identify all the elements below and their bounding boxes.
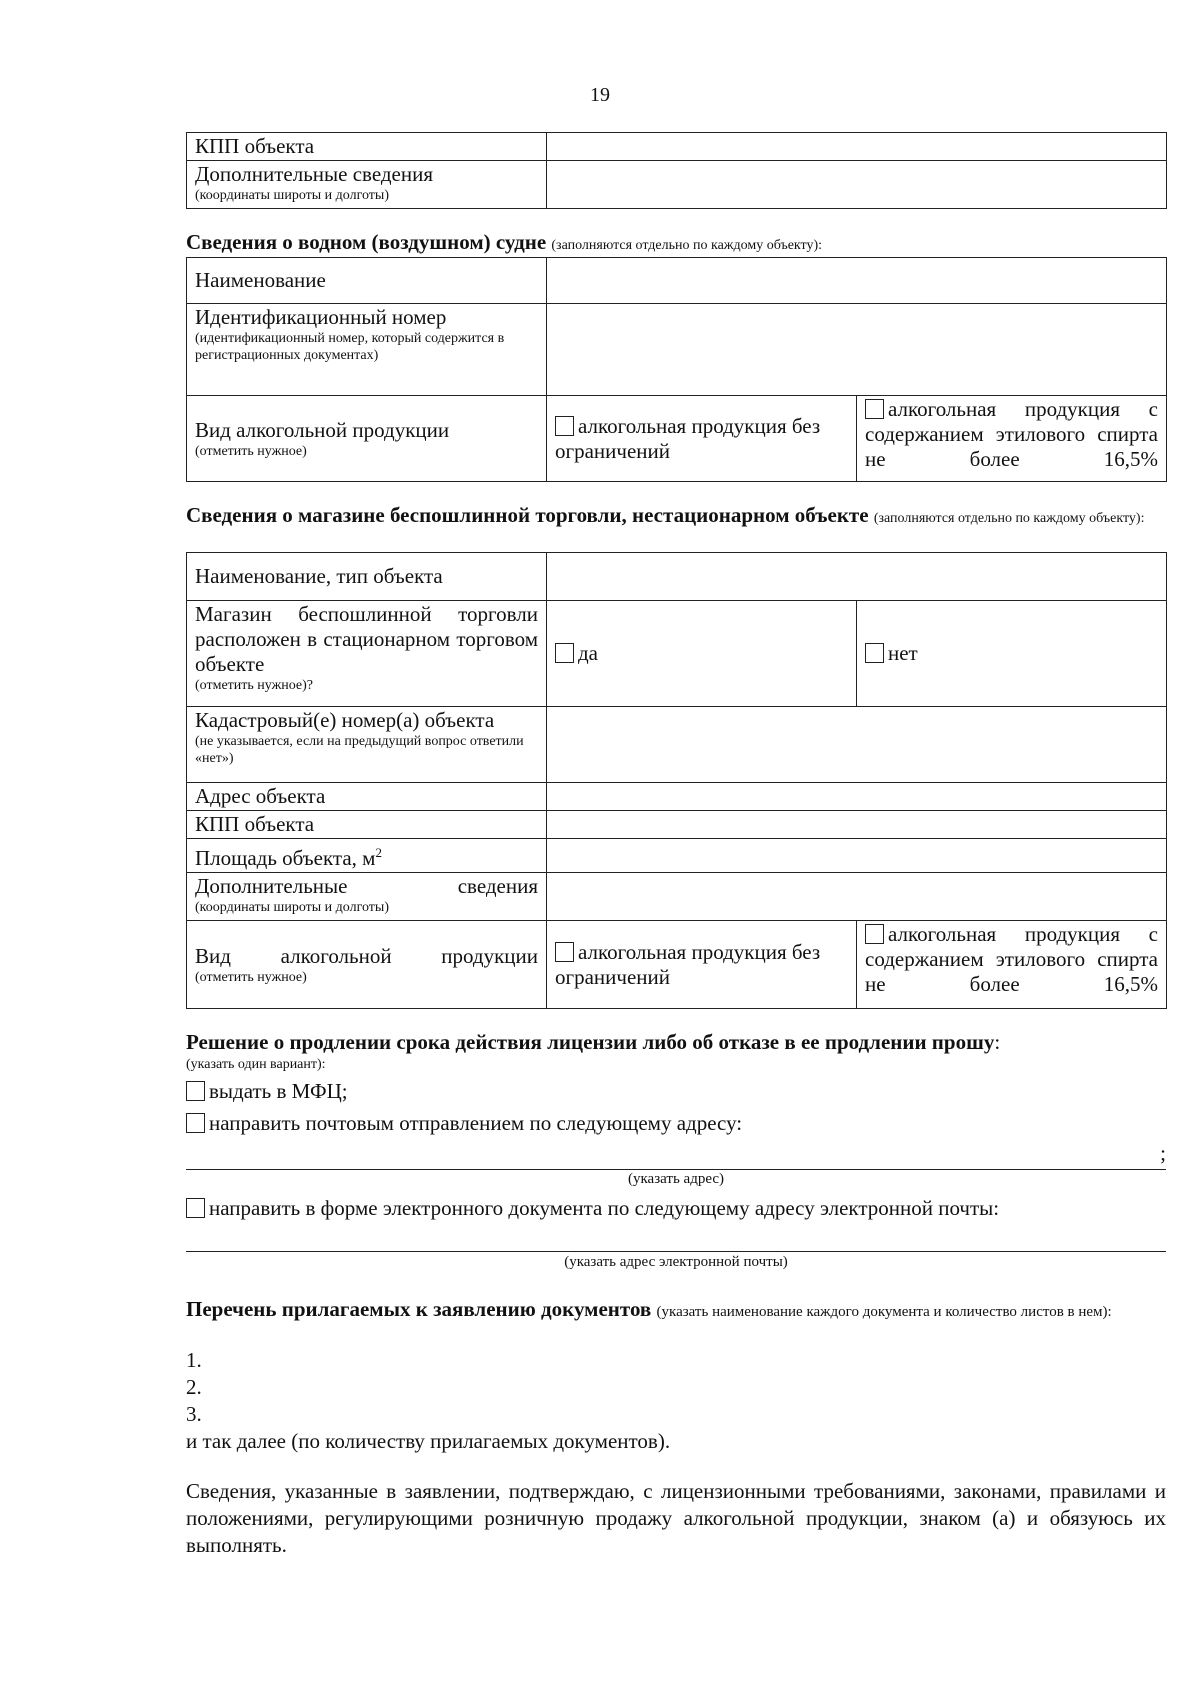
address-line[interactable] (186, 1169, 1166, 1170)
documents-heading-note: (указать наименование каждого документа и количество листов в нем): (656, 1304, 1112, 1320)
shop-cadastre-cell (187, 707, 547, 783)
shop-stationary-note: (отметить нужное)? (195, 678, 314, 693)
documents-heading-bold: Перечень прилагаемых к заявлению документов (186, 1297, 652, 1321)
shop-extra-value[interactable] (547, 873, 1167, 921)
shop-name-label: Наименование, тип объекта (187, 553, 547, 601)
decision-opt1-text: выдать в МФЦ; (209, 1079, 348, 1103)
shop-cadastre-value[interactable] (547, 707, 1167, 783)
shop-option2-text: алкогольная продукция с содержанием этилового спирта не более 16,5% (865, 922, 1158, 996)
decision-option-email[interactable] (186, 1195, 1166, 1222)
checkbox[interactable] (865, 399, 884, 419)
decision-heading (186, 1030, 1166, 1055)
shop-address-label: Адрес объекта (187, 783, 547, 811)
shop-area-sup: 2 (375, 845, 382, 860)
shop-area-cell (187, 839, 547, 873)
vessel-id-value[interactable] (547, 304, 1167, 396)
shop-kind-label: Вид алкогольной продукции (195, 943, 538, 968)
decision-heading-colon: : (994, 1030, 1001, 1054)
vessel-kind-note: (отметить нужное) (195, 443, 307, 459)
decision-heading-bold: Решение о продлении срока действия лицензии либо об отказе в ее продлении прошу (186, 1030, 995, 1054)
shop-no-text: нет (888, 641, 918, 665)
shop-no-option[interactable] (857, 601, 1167, 707)
vessel-id-label: Идентификационный номер (195, 305, 447, 329)
shop-kpp-label: КПП объекта (187, 811, 547, 839)
shop-kind-note: (отметить нужное) (195, 969, 307, 985)
vessel-option-unrestricted[interactable] (547, 396, 857, 482)
shop-yes-option[interactable] (547, 601, 857, 707)
extra-info-value[interactable] (547, 161, 1167, 209)
page-number: 19 (590, 84, 610, 106)
shop-heading-note: (заполняются отдельно по каждому объекту): (873, 511, 1145, 526)
checkbox[interactable] (555, 416, 574, 436)
vessel-option-limited[interactable] (857, 396, 1167, 482)
shop-extra-note: (координаты широты и долготы) (195, 900, 389, 915)
documents-tail: и так далее (по количеству прилагаемых документов). (186, 1429, 671, 1453)
shop-name-value[interactable] (547, 553, 1167, 601)
decision-note: (указать один вариант): (186, 1057, 326, 1072)
shop-cadastre-note: (не указывается, если на предыдущий вопрос ответили «нет») (195, 734, 524, 766)
checkbox[interactable] (186, 1081, 205, 1101)
email-caption: (указать адрес электронной почты) (564, 1254, 788, 1270)
extra-info-label: Дополнительные сведения (195, 162, 434, 186)
email-line[interactable] (186, 1251, 1166, 1252)
vessel-table (186, 257, 1166, 482)
vessel-kind-label: Вид алкогольной продукции (195, 417, 450, 442)
kpp-label: КПП объекта (187, 133, 547, 161)
address-caption: (указать адрес) (627, 1171, 725, 1187)
shop-area-label: Площадь объекта, м (195, 846, 376, 870)
shop-extra-label: Дополнительные сведения (195, 874, 538, 898)
vessel-id-cell (187, 304, 547, 396)
vessel-kind-cell (187, 396, 547, 482)
shop-cadastre-label: Кадастровый(е) номер(а) объекта (195, 708, 495, 732)
vessel-option1-text: алкогольная продукция без ограничений (555, 413, 821, 463)
checkbox[interactable] (555, 942, 574, 962)
vessel-heading-note: (заполняются отдельно по каждому объекту): (551, 238, 823, 253)
checkbox[interactable] (555, 643, 574, 663)
checkbox[interactable] (186, 1113, 205, 1133)
vessel-name-value[interactable] (547, 258, 1167, 304)
continuation-table (186, 132, 1166, 209)
list-item: 2. (186, 1375, 202, 1399)
decision-opt2-text: направить почтовым отправлением по следующему адресу: (209, 1111, 743, 1135)
shop-option-unrestricted[interactable] (547, 921, 857, 1009)
list-item: 3. (186, 1402, 202, 1426)
shop-table (186, 552, 1166, 1009)
shop-kind-cell (187, 921, 547, 1009)
shop-option1-text: алкогольная продукция без ограничений (555, 939, 821, 989)
shop-stationary-label: Магазин беспошлинной торговли расположен в стационарном торговом объекте (195, 602, 538, 676)
vessel-id-note: (идентификационный номер, который содержится в регистрационных документах) (195, 331, 505, 363)
shop-area-value[interactable] (547, 839, 1167, 873)
extra-info-cell (187, 161, 547, 209)
list-item: 1. (186, 1348, 202, 1372)
checkbox[interactable] (186, 1198, 205, 1218)
checkbox[interactable] (865, 924, 884, 944)
vessel-name-label: Наименование (187, 258, 547, 304)
shop-extra-cell (187, 873, 547, 921)
vessel-heading (186, 230, 1166, 255)
documents-list (186, 1347, 1166, 1455)
vessel-heading-bold: Сведения о водном (воздушном) судне (186, 230, 547, 254)
shop-address-value[interactable] (547, 783, 1167, 811)
documents-heading (186, 1297, 1166, 1322)
address-semicolon: ; (1160, 1141, 1166, 1165)
shop-heading (186, 503, 1166, 528)
kpp-value[interactable] (547, 133, 1167, 161)
confirmation-paragraph: Сведения, указанные в заявлении, подтверждаю, с лицензионными требованиями, законами, правилами и положениями, регулирующими розничную продажу алкогольной продукции, знаком (а) и обязуюсь их выполнять. (186, 1479, 1166, 1557)
decision-option-mfc[interactable] (186, 1078, 1166, 1105)
extra-info-note: (координаты широты и долготы) (195, 188, 389, 203)
decision-opt3-text: направить в форме электронного документа по следующему адресу электронной почты: (209, 1196, 1000, 1220)
vessel-option2-text: алкогольная продукция с содержанием этилового спирта не более 16,5% (865, 397, 1158, 471)
shop-yes-text: да (578, 641, 599, 665)
shop-kpp-value[interactable] (547, 811, 1167, 839)
shop-stationary-cell (187, 601, 547, 707)
checkbox[interactable] (865, 643, 884, 663)
decision-option-post[interactable] (186, 1110, 1166, 1137)
shop-heading-bold: Сведения о магазине беспошлинной торговли, нестационарном объекте (186, 503, 869, 527)
shop-option-limited[interactable] (857, 921, 1167, 1009)
